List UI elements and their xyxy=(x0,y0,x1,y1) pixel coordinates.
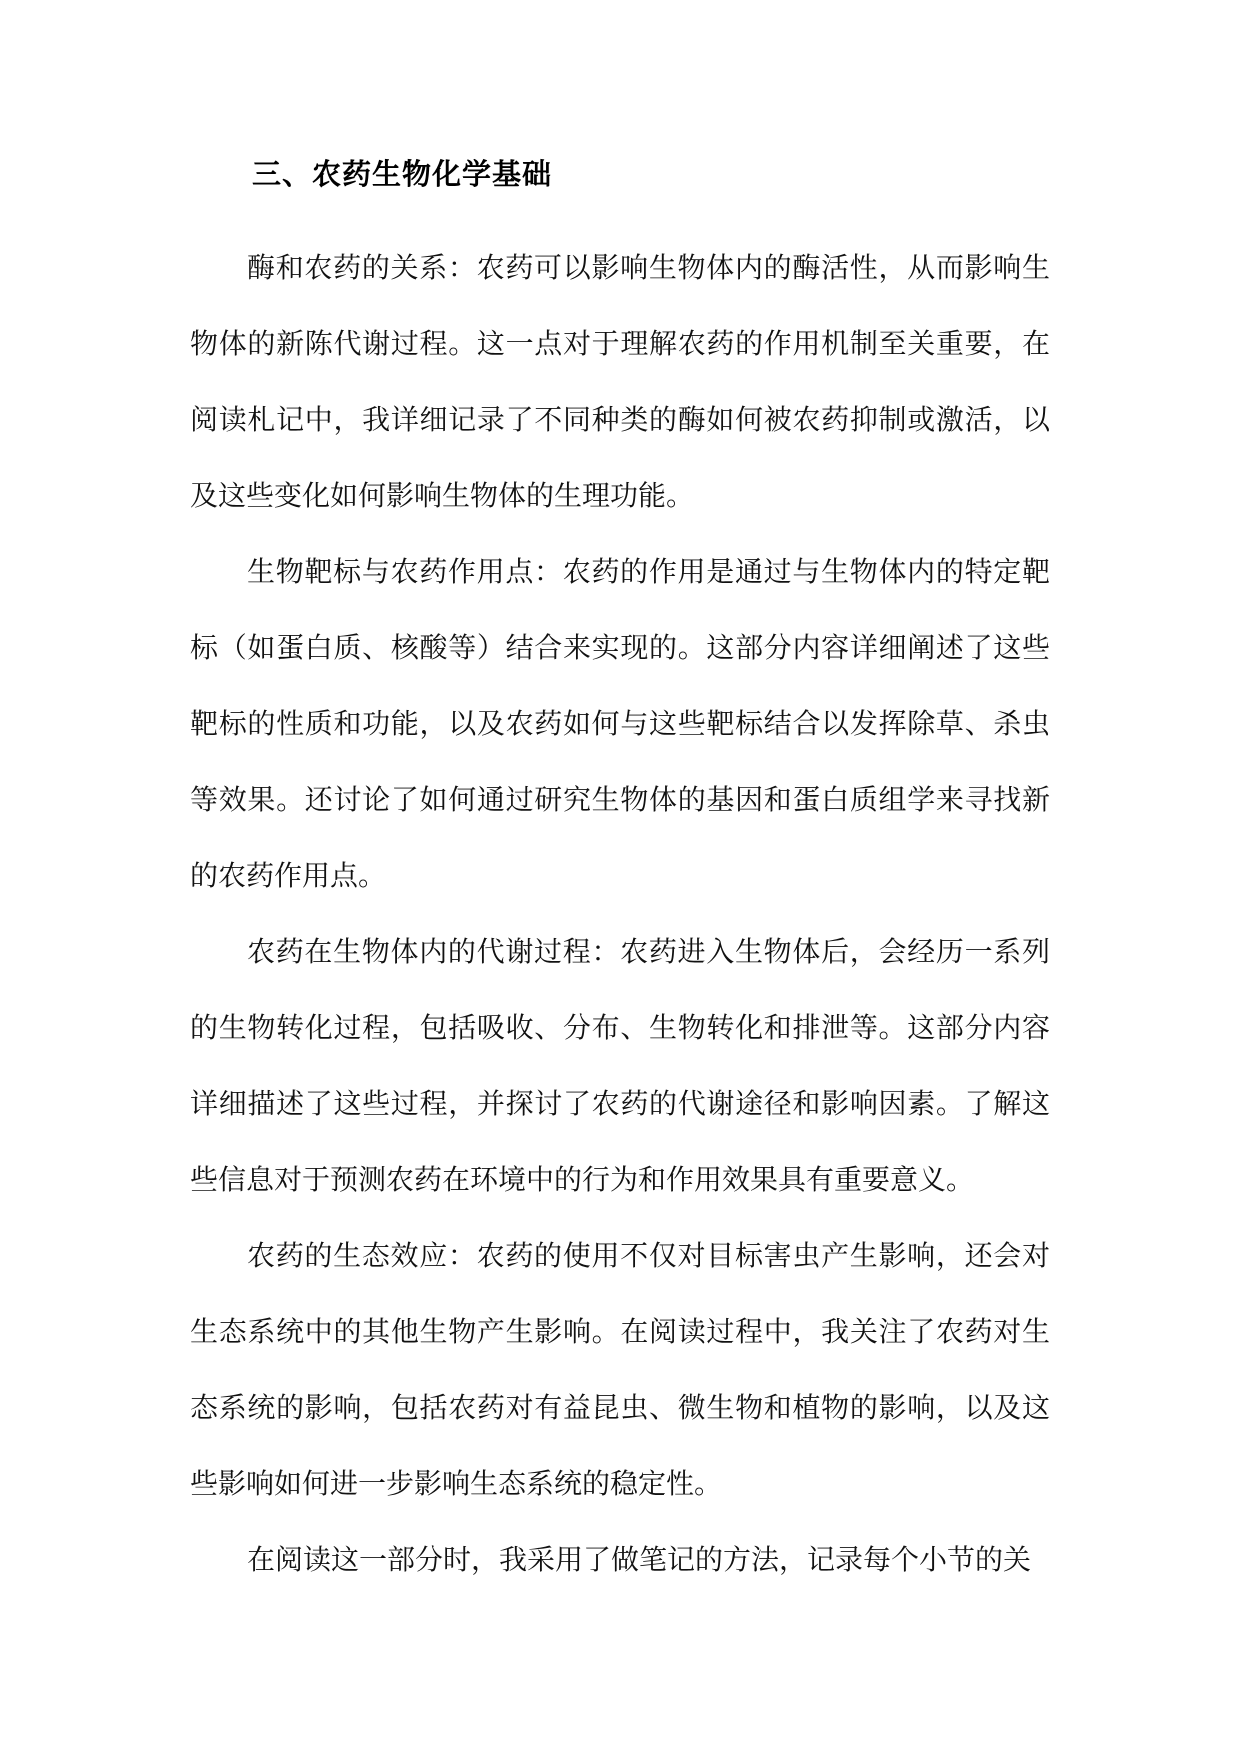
paragraph-ecological-effects: 农药的生态效应：农药的使用不仅对目标害虫产生影响，还会对生态系统中的其他生物产生影响。在阅读过程中，我关注了农药对生态系统的影响，包括农药对有益昆虫、微生物和植物的影响，以及这些影响如何进一步影响生态系统的稳定性。 xyxy=(190,1239,1050,1500)
section-heading: 三、农药生物化学基础 xyxy=(252,157,553,191)
body-text xyxy=(190,230,1050,1598)
paragraph-enzymes: 酶和农药的关系：农药可以影响生物体内的酶活性，从而影响生物体的新陈代谢过程。这一点对于理解农药的作用机制至关重要，在阅读札记中，我详细记录了不同种类的酶如何被农药抑制或激活，以及这些变化如何影响生物体的生理功能。 xyxy=(190,251,1050,512)
paragraph-biological-targets: 生物靶标与农药作用点：农药的作用是通过与生物体内的特定靶标（如蛋白质、核酸等）结合来实现的。这部分内容详细阐述了这些靶标的性质和功能，以及农药如何与这些靶标结合以发挥除草、杀虫等效果。还讨论了如何通过研究生物体的基因和蛋白质组学来寻找新的农药作用点。 xyxy=(190,555,1050,892)
paragraph-metabolism: 农药在生物体内的代谢过程：农药进入生物体后，会经历一系列的生物转化过程，包括吸收、分布、生物转化和排泄等。这部分内容详细描述了这些过程，并探讨了农药的代谢途径和影响因素。了解这些信息对于预测农药在环境中的行为和作用效果具有重要意义。 xyxy=(190,935,1050,1196)
paragraph-reading-notes: 在阅读这一部分时，我采用了做笔记的方法，记录每个小节的关 xyxy=(247,1543,1032,1576)
